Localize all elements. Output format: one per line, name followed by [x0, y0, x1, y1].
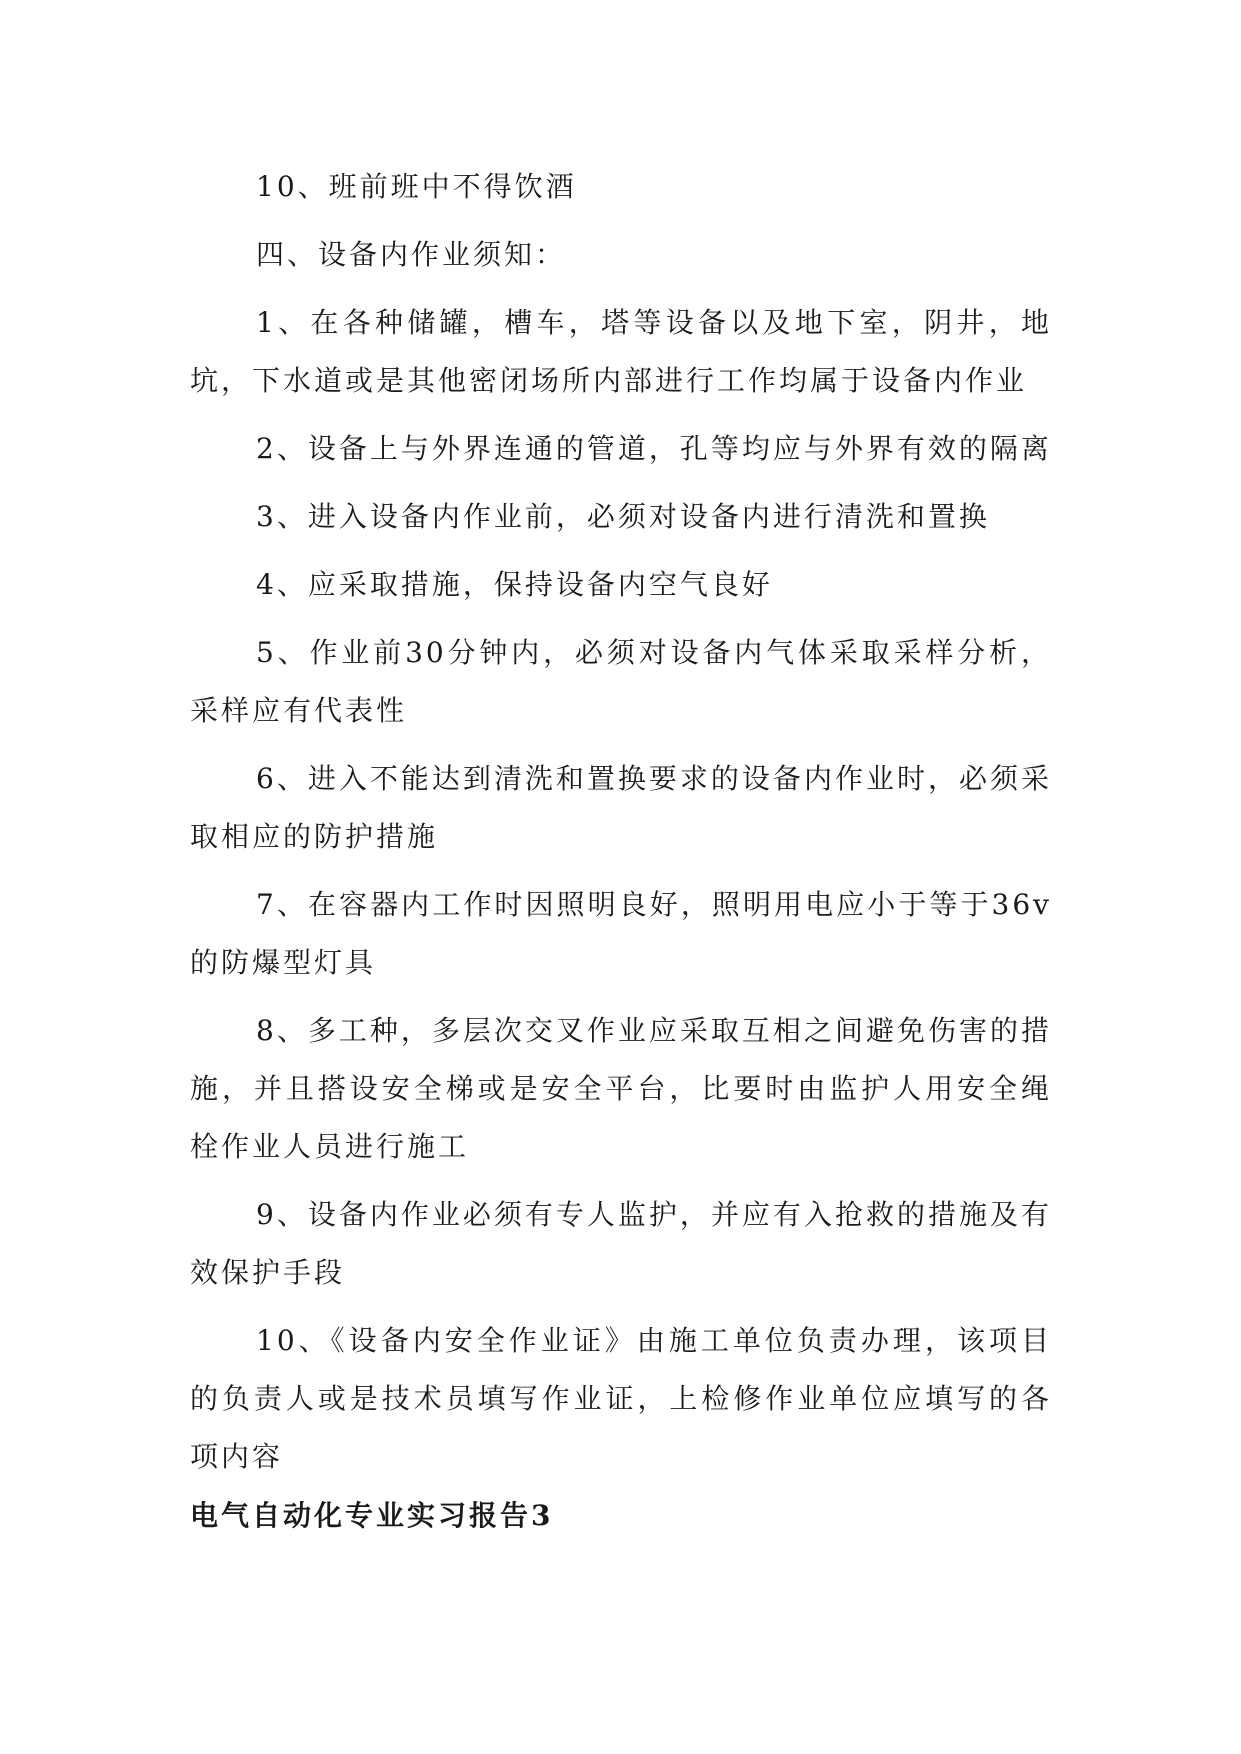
paragraph-2: 四、设备内作业须知： — [256, 238, 567, 271]
paragraph-11: 9、设备内作业必须有专人监护，并应有入抢救的措施及有效保护手段 — [190, 1198, 1052, 1289]
document-page — [190, 158, 1052, 1546]
paragraph-1: 10、班前班中不得饮酒 — [256, 170, 577, 203]
paragraph-10: 8、多工种，多层次交叉作业应采取互相之间避免伤害的措施，并且搭设安全梯或是安全平台，比要时由监护人用安全绳栓作业人员进行施工 — [190, 1014, 1052, 1163]
paragraph-6: 4、应采取措施，保持设备内空气良好 — [256, 568, 773, 601]
section-heading: 电气自动化专业实习报告3 — [190, 1499, 554, 1532]
paragraph-5: 3、进入设备内作业前，必须对设备内进行清洗和置换 — [256, 500, 990, 533]
paragraph-8: 6、进入不能达到清洗和置换要求的设备内作业时，必须采取相应的防护措施 — [190, 762, 1052, 853]
paragraph-12: 10、《设备内安全作业证》由施工单位负责办理，该项目的负责人或是技术员填写作业证，上检修作业单位应填写的各项内容 — [190, 1324, 1052, 1473]
paragraph-7: 5、作业前30分钟内，必须对设备内气体采取采样分析，采样应有代表性 — [190, 636, 1052, 727]
paragraph-3: 1、在各种储罐，槽车，塔等设备以及地下室，阴井，地坑，下水道或是其他密闭场所内部进行工作均属于设备内作业 — [190, 306, 1052, 397]
paragraph-9: 7、在容器内工作时因照明良好，照明用电应小于等于36v的防爆型灯具 — [190, 888, 1052, 979]
paragraph-4: 2、设备上与外界连通的管道，孔等均应与外界有效的隔离 — [256, 432, 1052, 465]
